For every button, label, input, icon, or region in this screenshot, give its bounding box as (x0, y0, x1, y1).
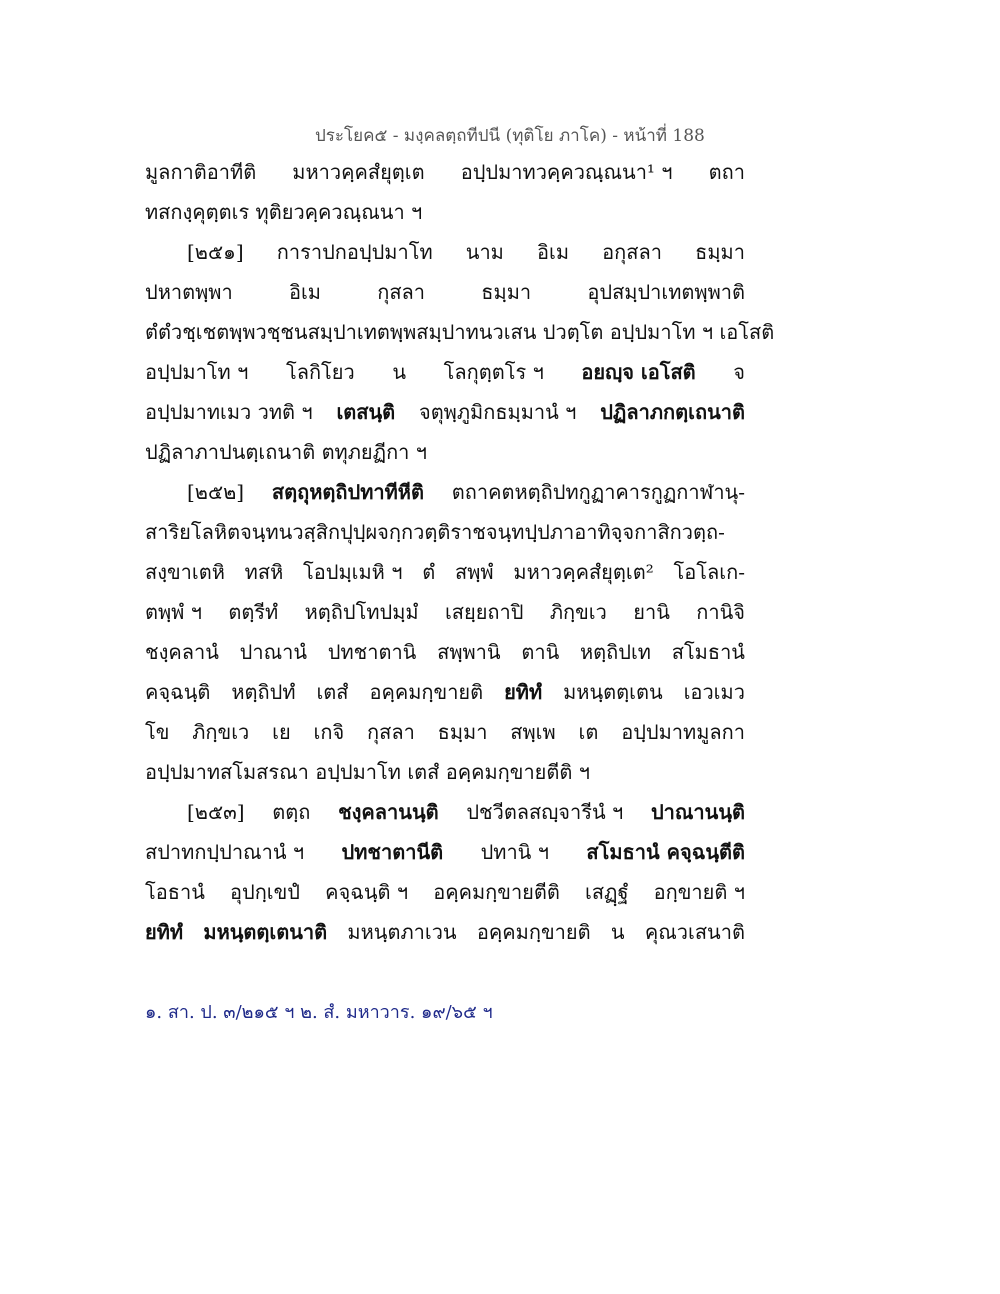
text-line (145, 592, 745, 632)
text-line (145, 272, 745, 312)
text-word: ธมฺมา (481, 280, 532, 304)
text-word: อปฺปมาทสโมสรณา อปฺปมาโท เตสํ อคฺคมกฺขายตีติ ฯ (145, 760, 590, 784)
text-word: ปฏิลาภกตฺเถนาติ (600, 400, 745, 424)
text-line (145, 792, 745, 832)
text-word: คจฺฉนฺติ (145, 680, 211, 704)
text-word: อิเม (537, 240, 570, 264)
text-word: อปฺปมาทวคฺควณฺณนา¹ ฯ (460, 160, 673, 184)
text-word: สโมธานํ (671, 640, 745, 664)
text-line (145, 512, 745, 552)
text-word: ยานิ (633, 600, 670, 624)
text-word: ภิกฺขเว (192, 720, 250, 744)
text-line (145, 312, 775, 352)
text-line (145, 192, 745, 232)
text-word: ตํตํวชฺเชตพฺพวชฺชนสมฺปาเทตพฺพสมฺปาทนวเสน ปวตฺโต อปฺปมาโท ฯ เอโสติ (145, 320, 775, 344)
footnote: ๑. สา. ป. ๓/๒๑๕ ฯ ๒. สํ. มหาวาร. ๑๙/๖๕ ฯ (145, 1002, 493, 1023)
text-word: อุปกฺเขปํ (229, 880, 301, 904)
text-word: มูลกาติอาทีติ (145, 160, 257, 184)
text-word: อปฺปมาโท ฯ (145, 360, 249, 384)
body-text (145, 152, 775, 952)
text-line (145, 352, 745, 392)
text-word: มหนฺตตฺเตน (563, 680, 663, 704)
text-word: ทสกงฺคุตฺตเร ทุติยวคฺควณฺณนา ฯ (145, 200, 423, 224)
text-word: กานิจิ (696, 600, 745, 624)
text-word: คุณวเสนาติ (644, 920, 745, 944)
text-word: ปาณานํ (239, 640, 308, 664)
text-word: สพฺเพ (510, 720, 556, 744)
text-line (145, 672, 745, 712)
running-header: ประโยค๕ - มงฺคลตฺถทีปนี (ทุติโย ภาโค) - หน้าที่ 188 (315, 126, 705, 146)
text-word: สงฺขาเตหิ (145, 560, 225, 584)
text-word: สพฺพานิ (437, 640, 501, 664)
text-word: อุปสมฺปาเทตพฺพาติ (587, 280, 745, 304)
text-word: น (392, 360, 407, 384)
text-line (145, 152, 745, 192)
text-word: มหาวคฺคสํยุตฺเต (292, 160, 425, 184)
text-word: ยทิทํ (504, 680, 543, 704)
text-line (145, 392, 745, 432)
text-word: ตตฺรีทํ (228, 600, 279, 624)
text-word: เอวเมว (683, 680, 745, 704)
text-word: อกุสลา (602, 240, 662, 264)
text-word: เตสนฺติ (336, 400, 396, 424)
text-word: อิเม (288, 280, 321, 304)
text-word: จ (733, 360, 745, 384)
text-word: มหนฺตภาเวน (347, 920, 457, 944)
text-word: ปาณานนฺติ (650, 800, 745, 824)
text-word: [๒๕๒] (187, 480, 245, 504)
text-line (145, 832, 745, 872)
text-word: ชงฺคลานนฺติ (338, 800, 439, 824)
text-word: สพฺพํ (455, 560, 494, 584)
text-word: กุสลา (367, 720, 415, 744)
text-word: ธมฺมา (437, 720, 488, 744)
text-word: โข (145, 720, 170, 744)
text-word: เสยฺยถาปิ (444, 600, 524, 624)
text-word: ธมฺมา (695, 240, 745, 264)
text-word: ภิกฺขเว (549, 600, 607, 624)
text-word: [๒๕๓] (187, 800, 245, 824)
text-line (145, 432, 745, 472)
text-word: ตํ (422, 560, 436, 584)
text-word: ตตฺถ (272, 800, 311, 824)
text-word: มหาวคฺคสํยุตฺเต² (513, 560, 654, 584)
text-word: ตถาคตหตฺถิปทกูฏาคารกูฏกาฬานุ- (451, 480, 745, 504)
text-line (145, 552, 745, 592)
text-word: ปทชาตานีติ (341, 840, 444, 864)
text-word: เย (272, 720, 291, 744)
text-line (145, 232, 745, 272)
text-word: หตฺถิปเท (579, 640, 651, 664)
text-word: สปาทกปฺปาณานํ ฯ (145, 840, 305, 864)
text-word: ปทานิ ฯ (480, 840, 549, 864)
text-word: ตถา (708, 160, 745, 184)
text-word: มหนฺตตฺเตนาติ (203, 920, 328, 944)
text-word: อปฺปมาทมูลกา (621, 720, 745, 744)
text-word: น (610, 920, 625, 944)
text-word: ปหาตพฺพา (145, 280, 233, 304)
text-word: โลกุตฺตโร ฯ (443, 360, 544, 384)
text-word: ตพฺพํ ฯ (145, 600, 202, 624)
text-line (145, 872, 745, 912)
text-word: โลกิโยว (285, 360, 355, 384)
text-word: ชงฺคลานํ (145, 640, 219, 664)
text-word: อคฺคมกฺขายตีติ (433, 880, 560, 904)
text-word: ปทชาตานิ (327, 640, 417, 664)
text-line (145, 752, 745, 792)
text-word: กุสลา (377, 280, 426, 304)
text-word: ตานิ (521, 640, 560, 664)
text-word: การาปกอปฺปมาโท (276, 240, 433, 264)
text-word: [๒๕๑] (187, 240, 244, 264)
text-word: หตฺถิปโทปมฺมํ (304, 600, 419, 624)
text-line (145, 472, 745, 512)
text-word: อคฺคมกฺขายติ (476, 920, 591, 944)
text-word: ปชวีตลสญฺจารีนํ ฯ (466, 800, 624, 824)
text-word: อปฺปมาทเมว วทติ ฯ (145, 400, 313, 424)
text-word: อคฺคมกฺขายติ (369, 680, 484, 704)
text-word: เต (578, 720, 599, 744)
text-line (145, 632, 745, 672)
text-word: โอโลเก- (673, 560, 745, 584)
text-word: นาม (465, 240, 504, 264)
text-word: สาริยโลหิตจนฺทนวสฺสิกปุปฺผจกฺกวตฺติราชจนฺทปฺปภาอาทิจฺจกาสิกวตฺถ- (145, 520, 725, 544)
text-word: โอธานํ (145, 880, 205, 904)
text-word: เกจิ (313, 720, 345, 744)
text-word: ทสหิ (244, 560, 284, 584)
text-word: สโมธานํ คจฺฉนฺตีติ (586, 840, 745, 864)
text-word: เสฏฺฐํ (584, 880, 629, 904)
text-word: เตสํ (316, 680, 349, 704)
text-word: อยญฺจ เอโสติ (581, 360, 696, 384)
text-word: อกฺขายติ ฯ (653, 880, 745, 904)
text-word: โอปมฺเมหิ ฯ (303, 560, 403, 584)
text-word: ปฏิลาภาปนตฺเถนาติ ตทุภยฏีกา ฯ (145, 440, 428, 464)
text-line (145, 912, 745, 952)
text-word: จตุพฺภูมิกธมฺมานํ ฯ (418, 400, 577, 424)
text-line (145, 712, 745, 752)
text-word: ยทิทํ (145, 920, 184, 944)
text-word: หตฺถิปทํ (231, 680, 296, 704)
text-word: คจฺฉนฺติ ฯ (325, 880, 409, 904)
text-word: สตฺถุหตฺถิปทาทีหีติ (271, 480, 424, 504)
